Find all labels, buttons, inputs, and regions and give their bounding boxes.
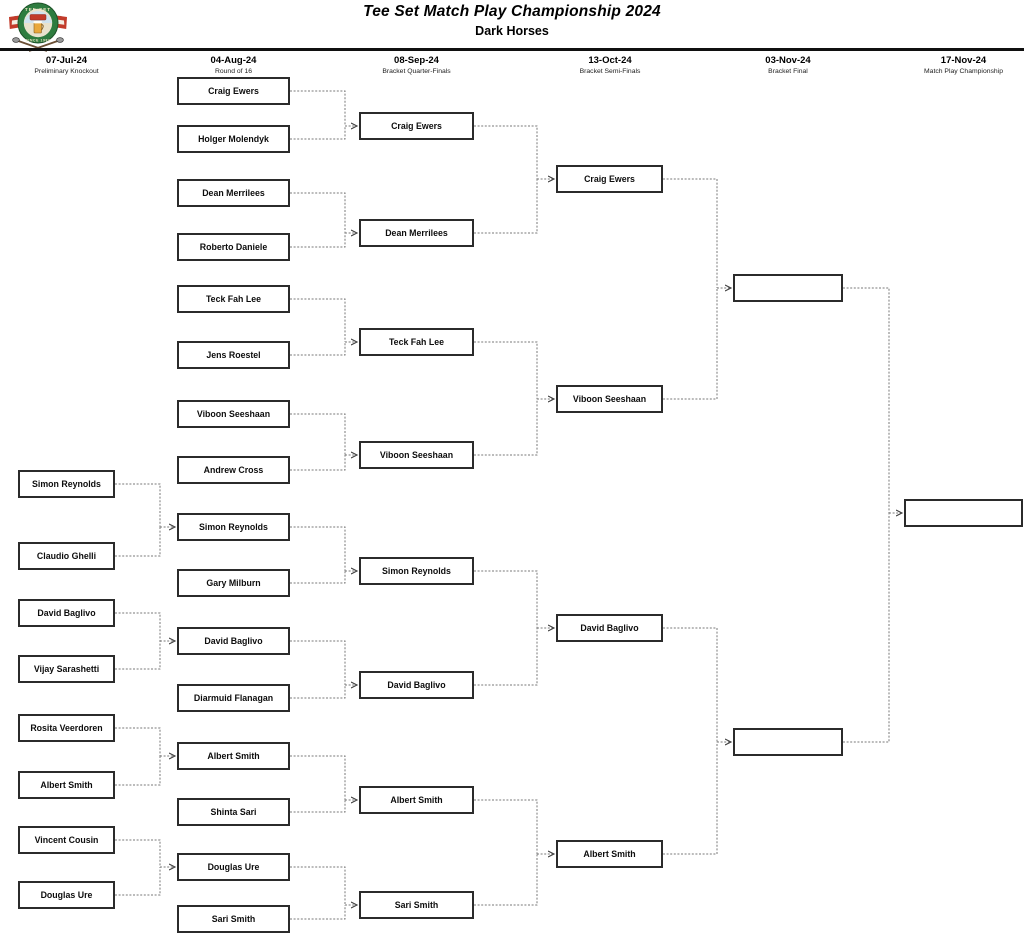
page-title: Tee Set Match Play Championship 2024 [363,3,661,20]
round-header [708,55,868,75]
match-box-tbd [904,499,1023,527]
player-name: Holger Molendyk [198,134,269,144]
match-box [556,165,663,193]
player-name: David Baglivo [387,680,446,690]
round-label: Bracket Quarter-Finals [382,68,451,75]
connector-line [290,455,345,470]
player-name: Andrew Cross [203,465,264,475]
match-box [177,125,290,153]
player-name: Rosita Veerdoren [30,723,103,733]
match-box [359,219,474,247]
player-name: Teck Fah Lee [205,294,262,304]
player-name: Dean Merrilees [202,188,265,198]
connector-line [290,126,345,139]
match-box [177,684,290,712]
match-box [177,456,290,484]
connector-line [290,527,345,571]
player-name: Vincent Cousin [34,835,99,845]
page-subtitle: Dark Horses [475,24,549,38]
match-box [177,285,290,313]
connector-line [115,527,160,556]
logo-bottom-text: SINCE 1983 [25,38,51,43]
match-box [556,614,663,642]
round-date: 13-Oct-24 [588,55,632,66]
connector-line [474,342,537,399]
connector-line [474,800,537,854]
round-label: Match Play Championship [924,68,1003,75]
round-date: 04-Aug-24 [210,55,257,66]
connector-line [290,641,345,685]
player-name: Craig Ewers [584,174,635,184]
connector-line [290,571,345,583]
connector-line [115,613,160,641]
round-header [0,55,147,75]
connector-line [290,414,345,455]
player-name: Gary Milburn [206,578,261,588]
round-date: 08-Sep-24 [394,55,439,66]
connector-line [115,867,160,895]
connector-line [115,484,160,527]
match-box [359,441,474,469]
connector-line [115,728,160,756]
match-box [359,786,474,814]
match-box [18,771,115,799]
match-box [177,341,290,369]
player-name: Vijay Sarashetti [33,664,100,674]
player-name: Viboon Seeshaan [196,409,271,419]
connector-line [290,299,345,342]
match-box [177,233,290,261]
connector-line [843,513,889,742]
match-box [359,328,474,356]
match-box-tbd [733,274,843,302]
player-name: Shinta Sari [210,807,257,817]
connector-line [474,179,537,233]
match-box [18,542,115,570]
match-box [177,400,290,428]
player-name: Albert Smith [390,795,443,805]
player-name: Albert Smith [207,751,260,761]
match-box [18,826,115,854]
round-header [337,55,497,75]
player-name: Simon Reynolds [32,479,101,489]
connector-line [474,126,537,179]
connector-line [474,628,537,685]
match-box [177,798,290,826]
player-name: Jens Roestel [206,350,261,360]
match-box-tbd [733,728,843,756]
player-name: Simon Reynolds [382,566,451,576]
logo-top-text: TEE SET [24,6,52,12]
match-box [18,599,115,627]
round-date: 17-Nov-24 [940,55,987,66]
round-date: 03-Nov-24 [765,55,811,66]
connector-line [290,867,345,905]
player-name: Sari Smith [211,914,256,924]
player-name: Craig Ewers [391,121,442,131]
connector-line [663,628,717,742]
round-label: Round of 16 [214,68,253,75]
match-box [359,891,474,919]
connector-line [115,641,160,669]
header-divider [0,48,1024,51]
connector-line [290,685,345,698]
player-name: David Baglivo [204,636,263,646]
match-box [177,513,290,541]
match-box [359,671,474,699]
match-box [359,557,474,585]
connector-line [115,840,160,867]
club-head-left [13,38,20,43]
connector-line [290,193,345,233]
player-name: Albert Smith [583,849,636,859]
connector-line [290,233,345,247]
match-box [177,569,290,597]
match-box [177,742,290,770]
match-box [177,905,290,933]
round-header [530,55,690,75]
match-box [177,179,290,207]
match-box [18,470,115,498]
club-head-right [57,38,64,43]
connector-line [663,288,717,399]
match-box [177,853,290,881]
connector-line [843,288,889,513]
player-name: Simon Reynolds [199,522,268,532]
player-name: Dean Merrilees [385,228,448,238]
connector-line [663,179,717,288]
connector-line [290,756,345,800]
match-box [177,77,290,105]
player-name: Viboon Seeshaan [572,394,647,404]
connector-line [290,800,345,812]
match-box [556,385,663,413]
player-name: David Baglivo [37,608,96,618]
player-name: Claudio Ghelli [36,551,97,561]
round-label: Bracket Final [768,68,808,75]
match-box [556,840,663,868]
connector-line [474,399,537,455]
round-header [884,55,1024,75]
player-name: Albert Smith [40,780,93,790]
player-name: Diarmuid Flanagan [193,693,274,703]
connector-line [290,342,345,355]
round-header [154,55,314,75]
player-name: Douglas Ure [207,862,260,872]
connector-line [290,905,345,919]
round-label: Bracket Semi-Finals [579,68,641,75]
player-name: Teck Fah Lee [388,337,445,347]
player-name: Craig Ewers [208,86,259,96]
match-box [359,112,474,140]
round-label: Preliminary Knockout [34,68,99,75]
round-date: 07-Jul-24 [45,55,88,66]
connector-line [115,756,160,785]
connector-line [474,571,537,628]
match-box [18,714,115,742]
connector-line [290,91,345,126]
player-name: Roberto Daniele [199,242,268,252]
match-box [177,627,290,655]
player-name: Viboon Seeshaan [379,450,454,460]
match-box [18,655,115,683]
match-box [18,881,115,909]
player-name: Douglas Ure [40,890,93,900]
player-name: Sari Smith [394,900,439,910]
player-name: David Baglivo [580,623,639,633]
connector-line [474,854,537,905]
connector-line [663,742,717,854]
